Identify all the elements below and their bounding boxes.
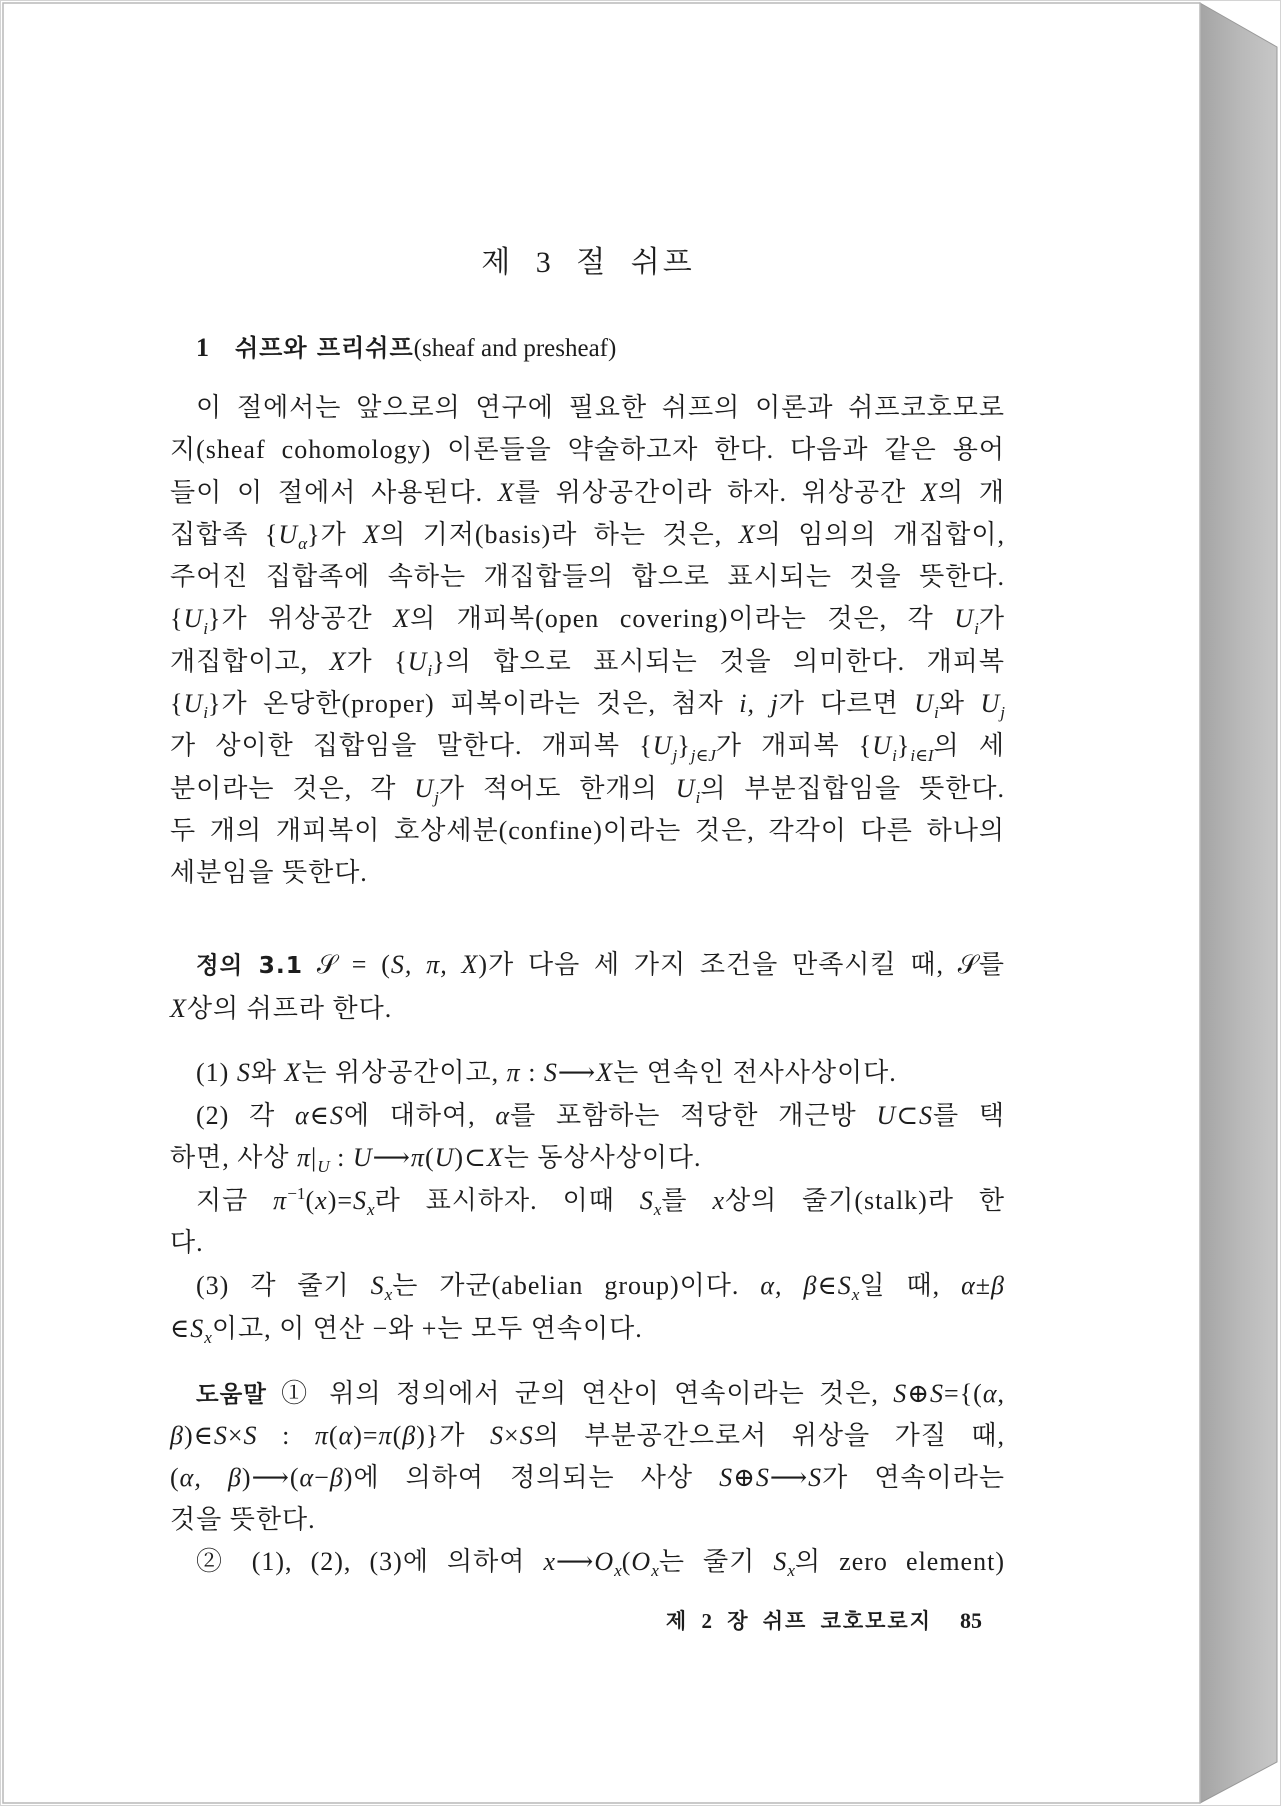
text-run: )⟶( (241, 1463, 300, 1492)
running-head: 제 2 장 쉬프 코호모로지 (665, 1609, 932, 1633)
math-subscript: x (851, 1285, 860, 1305)
text-run: 는 가군(abelian group)이다. (392, 1270, 761, 1300)
text-line (170, 768, 1005, 810)
text-run: { (170, 604, 184, 634)
text-run: | (311, 1143, 318, 1173)
text-run: 를 위상공간이라 하자. 위상공간 (514, 477, 922, 507)
text-run: 의 zero element) (794, 1547, 1005, 1576)
text-run: 라 표시하자. 이때 (374, 1185, 640, 1215)
subsection-number: 1 (196, 333, 209, 362)
text-line (170, 1499, 1005, 1541)
text-run: )}가 (416, 1421, 491, 1450)
math-subscript: i∈I (910, 745, 934, 765)
math-subscript: i (934, 703, 939, 723)
math-subscript: x (367, 1199, 375, 1219)
math-symbol: S (490, 1421, 505, 1450)
math-symbol: S (213, 1421, 228, 1450)
math-symbol: S (543, 1058, 558, 1087)
math-symbol: O (631, 1547, 652, 1576)
math-symbol: π (296, 1143, 311, 1173)
text-run: ∈ (309, 1100, 330, 1130)
text-run: } (677, 731, 691, 761)
math-symbol: π (410, 1143, 425, 1173)
math-symbol: S (370, 1270, 385, 1300)
text-run: 는 위상공간이고, (301, 1058, 507, 1087)
text-run: ⊕ (907, 1379, 931, 1408)
text-line (170, 1415, 1005, 1457)
text-run: }가 위상공간 (208, 604, 394, 634)
remark-paragraph (170, 1373, 1005, 1583)
math-symbol: U (183, 689, 204, 719)
text-line (170, 1308, 1005, 1351)
math-symbol: α (495, 1100, 511, 1130)
math-subscript: U (317, 1157, 330, 1177)
text-run: }가 (307, 519, 364, 549)
math-subscript: i (695, 787, 701, 807)
text-line (170, 641, 1005, 683)
math-symbol: α (338, 1421, 354, 1450)
text-run: 세분임을 뜻한다. (170, 858, 368, 888)
text-run: 다. (170, 1228, 204, 1258)
math-symbol: S (919, 1100, 934, 1130)
math-symbol: S (329, 1100, 344, 1130)
math-symbol: X (170, 993, 187, 1023)
math-symbol: X (497, 477, 515, 507)
text-run: 일 때, (859, 1270, 962, 1300)
text-run: 를 포함하는 적당한 개근방 (510, 1100, 877, 1130)
math-symbol: S, π, X (390, 950, 479, 979)
text-line (170, 683, 1005, 725)
math-symbol: x (712, 1185, 725, 1215)
math-symbol: U (980, 689, 1001, 719)
subsection-title: 쉬프와 프리쉬프 (235, 334, 414, 362)
text-run: 의 개 (937, 477, 1005, 507)
text-run: }가 온당한(proper) 피복이라는 것은, 첨자 (208, 689, 740, 719)
section-title: 제 3 절 쉬프 (481, 246, 695, 279)
math-symbol: S (190, 1313, 205, 1343)
math-symbol: U (434, 1143, 455, 1173)
math-symbol: X (363, 519, 381, 549)
text-run: 것을 뜻한다. (170, 1505, 316, 1534)
math-subscript: α (298, 534, 308, 554)
text-run: )가 다음 세 가지 조건을 만족시킬 때, 𝒮를 (478, 950, 1005, 979)
text-line (170, 810, 1005, 852)
math-symbol: i, j (739, 689, 779, 719)
math-symbol: α (299, 1463, 315, 1492)
math-subscript: j (1000, 703, 1006, 723)
math-symbol: S (243, 1421, 258, 1450)
math-symbol: α (294, 1100, 310, 1130)
text-run: 의 부분공간으로서 위상을 가질 때, (533, 1421, 1005, 1450)
math-subscript: x (651, 1561, 659, 1581)
text-run: 가 적어도 한개의 (438, 773, 676, 803)
book-spine-edge (1200, 3, 1277, 1803)
math-symbol: U (407, 646, 428, 676)
math-subscript: i (974, 618, 979, 638)
math-symbol: X (393, 604, 411, 634)
math-subscript: i (892, 745, 897, 765)
text-run: 두 개의 개피복이 호상세분(confine)이라는 것은, 각각이 다른 하나의 (170, 815, 1005, 845)
text-line (170, 387, 1005, 429)
text-run: 𝒮 = ( (303, 950, 391, 979)
text-run: }의 합으로 표시되는 것을 의미한다. 개피복 (432, 646, 1005, 676)
text-line (170, 429, 1005, 471)
text-run: : (329, 1143, 353, 1173)
text-run: (1) (196, 1058, 237, 1087)
math-subscript: x (787, 1561, 795, 1581)
text-run: ( (305, 1185, 316, 1215)
math-symbol: U (352, 1143, 373, 1173)
text-run: 지금 (196, 1185, 274, 1215)
text-line (170, 1095, 1005, 1138)
math-symbol: X (596, 1058, 614, 1087)
math-subscript: j (672, 745, 678, 765)
text-run: 의 부분집합임을 뜻한다. (700, 773, 1005, 803)
text-run: ={( (944, 1379, 983, 1408)
text-run: ( (392, 1421, 403, 1450)
text-line (170, 1052, 1005, 1095)
page-footer (600, 1605, 982, 1637)
math-symbol: U (914, 689, 935, 719)
text-run: (3) 각 줄기 (196, 1270, 371, 1300)
math-subscript: x (384, 1285, 393, 1305)
math-symbol: β (402, 1421, 417, 1450)
text-run: ⊂ (896, 1100, 920, 1130)
text-run: 가 다르면 (778, 689, 915, 719)
math-symbol: S (893, 1379, 908, 1408)
text-run: 가 개피복 { (715, 731, 873, 761)
text-run: ± (975, 1270, 992, 1300)
text-run: ( (621, 1547, 632, 1576)
math-symbol: x (315, 1185, 328, 1215)
math-symbol: π (506, 1058, 521, 1087)
text-run: 와 (250, 1058, 285, 1087)
math-symbol: S (930, 1379, 945, 1408)
text-line (170, 1137, 1005, 1180)
text-run: : (257, 1421, 315, 1450)
math-subscript: j (434, 787, 439, 807)
text-run: 는 동상사상이다. (503, 1143, 702, 1173)
text-line (170, 1180, 1005, 1223)
text-run: 상의 쉬프라 한다. (186, 993, 393, 1023)
text-run: ② (1), (2), (3)에 의하여 (196, 1547, 544, 1576)
math-symbol: β (991, 1270, 1005, 1300)
math-symbol: S (773, 1547, 788, 1576)
text-run: 하면, 사상 (170, 1143, 297, 1173)
text-run: } (896, 731, 911, 761)
text-run: 지(sheaf cohomology) 이론들을 약술하고자 한다. 다음과 같은 용어 (170, 435, 1005, 465)
math-symbol: U (876, 1100, 897, 1130)
math-symbol: U (872, 731, 893, 761)
text-run: 분이라는 것은, 각 (170, 773, 415, 803)
text-run: ⟶ (372, 1143, 411, 1173)
text-run: ( (170, 1463, 180, 1492)
intro-paragraph (170, 387, 1005, 895)
text-line (170, 1373, 1005, 1415)
text-run: 가 (978, 604, 1005, 634)
text-line (170, 943, 1005, 987)
text-run: , (997, 1379, 1005, 1408)
text-run: 가 상이한 집합임을 말한다. 개피복 { (170, 731, 653, 761)
text-line (170, 1265, 1005, 1308)
text-run: 이고, 이 연산 −와 +는 모두 연속이다. (211, 1313, 643, 1343)
subsection-english-title: (sheaf and presheaf) (413, 335, 617, 362)
math-symbol: S (755, 1463, 770, 1492)
math-symbol: α, β (179, 1463, 242, 1492)
math-symbol: U (183, 604, 204, 634)
definition-conditions (170, 1052, 1005, 1350)
text-run: ∈ (817, 1270, 838, 1300)
text-run: 집합족 { (170, 519, 279, 549)
text-run: 가 연속이라는 (822, 1463, 1005, 1492)
math-symbol: U (414, 773, 435, 803)
math-symbol: S (353, 1185, 368, 1215)
text-run: 와 (938, 689, 981, 719)
text-run: { (170, 689, 184, 719)
math-subscript: i (203, 618, 209, 638)
math-symbol: X (921, 477, 938, 507)
text-line (170, 556, 1005, 598)
text-run: 상의 줄기(stalk)라 한 (725, 1185, 1005, 1215)
definition-3-1 (170, 943, 1005, 1031)
text-run: 개집합이고, (170, 646, 330, 676)
text-run: ( (424, 1143, 435, 1173)
text-run: 를 택 (933, 1100, 1006, 1130)
text-run: ∈ (170, 1313, 191, 1343)
text-run: ⟶ (556, 1547, 595, 1576)
math-subscript: x (204, 1327, 212, 1347)
math-subscript: x (614, 1561, 622, 1581)
label-bold: 도움말 (196, 1380, 267, 1408)
text-line (170, 514, 1005, 556)
text-run: ⊕ (733, 1463, 756, 1492)
text-line (170, 725, 1005, 767)
math-symbol: α, β (760, 1270, 818, 1300)
text-run: 의 개피복(open covering)이라는 것은, 각 (410, 604, 955, 634)
text-run: )⊂ (454, 1143, 487, 1173)
text-line (170, 598, 1005, 640)
text-line (170, 472, 1005, 514)
math-symbol: α (961, 1270, 976, 1300)
text-run: × (227, 1421, 244, 1450)
math-symbol: β (329, 1463, 344, 1492)
math-symbol: β (170, 1421, 184, 1450)
text-run: 가 { (346, 646, 408, 676)
math-symbol: X (738, 519, 756, 549)
math-symbol: U (954, 604, 975, 634)
math-symbol: α (982, 1379, 998, 1408)
math-subscript: i (427, 660, 433, 680)
math-symbol: O (594, 1547, 615, 1576)
text-run: 의 임의의 개집합이, (755, 519, 1006, 549)
text-line (170, 987, 1005, 1031)
text-run: )= (327, 1185, 354, 1215)
text-run: ( (328, 1421, 339, 1450)
text-run: (2) 각 (196, 1100, 295, 1130)
math-symbol: S (808, 1463, 823, 1492)
math-subscript: i (203, 703, 209, 723)
text-run: )= (353, 1421, 379, 1450)
text-run: ⟶ (557, 1058, 597, 1087)
text-run: ⟶ (769, 1463, 809, 1492)
math-subscript: x (653, 1199, 662, 1219)
math-symbol: X (284, 1058, 302, 1087)
math-symbol: π (378, 1421, 393, 1450)
math-symbol: X (486, 1143, 504, 1173)
text-run: 는 연속인 전사사상이다. (613, 1058, 897, 1087)
text-run: )∈ (183, 1421, 214, 1450)
text-run: 를 (661, 1185, 713, 1215)
math-symbol: π (314, 1421, 329, 1450)
math-symbol: U (652, 731, 673, 761)
page-number: 85 (960, 1608, 982, 1633)
text-run: )에 의하여 정의되는 사상 (343, 1463, 720, 1492)
text-run: ① 위의 정의에서 군의 연산이 연속이라는 것은, (266, 1379, 894, 1408)
text-run: 의 기저(basis)라 하는 것은, (380, 519, 739, 549)
math-symbol: x (543, 1547, 557, 1576)
subsection-heading (196, 326, 616, 370)
math-subscript: j∈J (690, 745, 716, 765)
math-superscript: −1 (287, 1184, 306, 1204)
label-bold: 정의 3.1 (196, 951, 304, 979)
math-symbol: X (329, 646, 347, 676)
text-run: 들이 이 절에서 사용된다. (170, 477, 498, 507)
text-run: 는 줄기 (658, 1547, 774, 1576)
math-symbol: S (837, 1270, 852, 1300)
text-run: − (314, 1463, 330, 1492)
math-symbol: π (273, 1185, 288, 1215)
math-symbol: S (719, 1463, 734, 1492)
text-run: : (520, 1058, 544, 1087)
text-run: 이 절에서는 앞으로의 연구에 필요한 쉬프의 이론과 쉬프코호모로 (196, 393, 1005, 422)
text-line (170, 1222, 1005, 1265)
text-run: 주어진 집합족에 속하는 개집합들의 합으로 표시되는 것을 뜻한다. (170, 562, 1005, 592)
math-symbol: S (639, 1185, 654, 1215)
text-run: 에 대하여, (343, 1100, 496, 1130)
text-line (170, 1541, 1005, 1583)
math-symbol: U (278, 519, 299, 549)
text-run: 의 세 (933, 731, 1005, 761)
text-line (170, 1457, 1005, 1499)
math-symbol: S (519, 1421, 534, 1450)
math-symbol: S (236, 1058, 251, 1087)
text-run: × (504, 1421, 520, 1450)
text-line (170, 852, 1005, 894)
math-symbol: U (675, 773, 696, 803)
